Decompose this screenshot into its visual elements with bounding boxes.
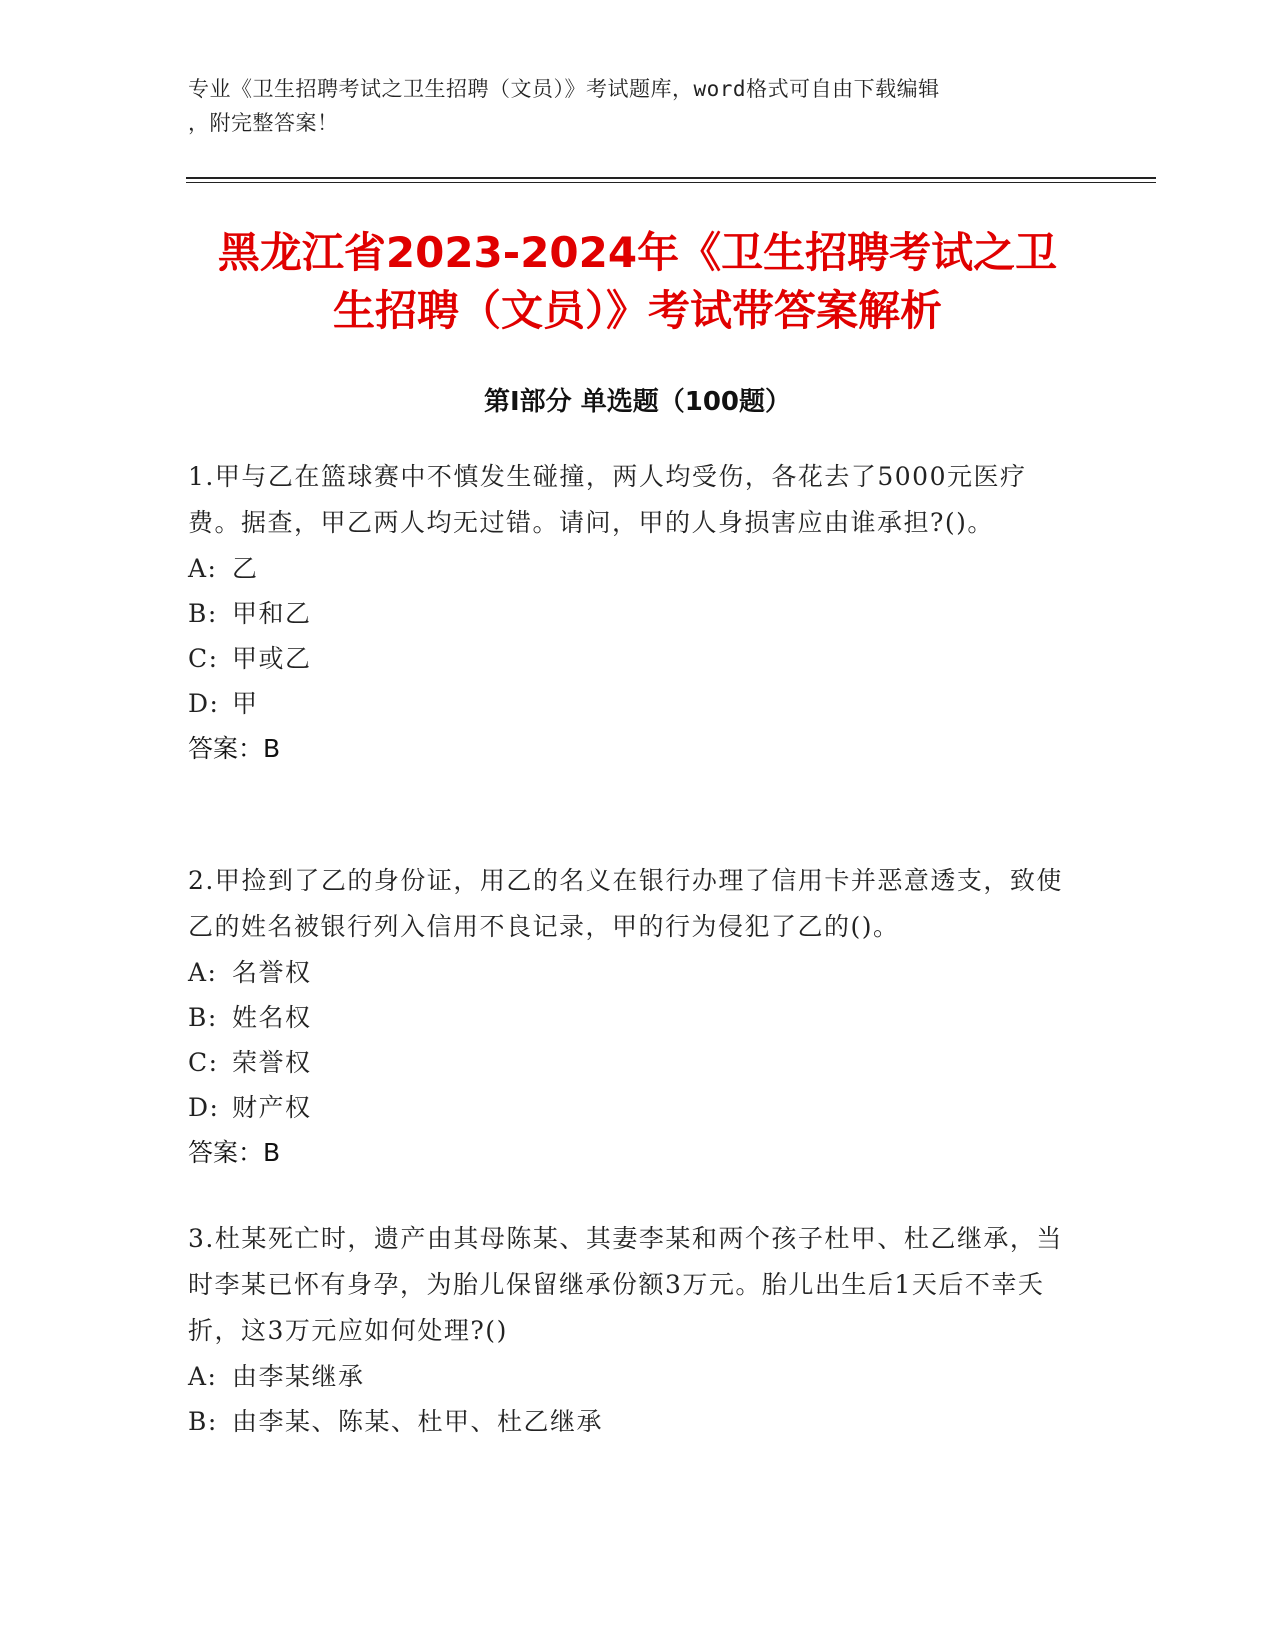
question-2 [188,858,1068,1175]
option-value: 乙 [232,554,259,583]
header-note [188,72,1068,140]
question-3 [188,1216,1068,1444]
question-option-a [188,546,1068,591]
option-key: B: [188,1003,218,1032]
question-option-d [188,681,1068,726]
question-option-a [188,950,1068,995]
option-key: A: [188,1362,218,1391]
option-key: C: [188,644,219,673]
option-key: C: [188,1048,219,1077]
question-option-c [188,1040,1068,1085]
option-value: 甲或乙 [232,644,312,673]
question-1 [188,454,1068,771]
document-title [150,224,1125,340]
header-note-line-2: ，附完整答案！ [188,111,339,135]
question-option-b [188,995,1068,1040]
question-option-b [188,591,1068,636]
document-title-line-2: 生招聘（文员）》考试带答案解析 [332,286,942,335]
option-value: 由李某、陈某、杜甲、杜乙继承 [232,1407,604,1436]
option-key: B: [188,1407,218,1436]
section-heading: 第I部分 单选题（100题） [484,387,791,417]
option-key: A: [188,958,218,987]
question-text: 3.杜某死亡时，遗产由其母陈某、其妻李某和两个孩子杜甲、杜乙继承，当时李某已怀有身孕，为胎儿保留继承份额3万元。胎儿出生后1天后不幸夭折，这3万元应如何处理?() [188,1224,1063,1345]
header-divider-thin [186,182,1156,183]
header-divider-thick [186,177,1156,179]
option-key: D: [188,689,220,718]
header-note-line-1: 专业《卫生招聘考试之卫生招聘（文员）》考试题库，word格式可自由下载编辑 [188,77,940,101]
option-key: D: [188,1093,220,1122]
question-option-a [188,1354,1068,1399]
question-option-d [188,1085,1068,1130]
option-key: A: [188,554,218,583]
question-answer: 答案：B [188,1138,281,1167]
document-title-line-1: 黑龙江省2023-2024年《卫生招聘考试之卫 [217,228,1058,277]
question-option-b [188,1399,1068,1444]
option-value: 由李某继承 [232,1362,365,1391]
question-option-c [188,636,1068,681]
option-value: 财产权 [232,1093,312,1122]
option-value: 荣誉权 [232,1048,312,1077]
question-answer: 答案：B [188,734,281,763]
option-value: 名誉权 [232,958,312,987]
option-value: 甲 [232,689,259,718]
option-value: 姓名权 [232,1003,312,1032]
question-text: 1.甲与乙在篮球赛中不慎发生碰撞，两人均受伤，各花去了5000元医疗费。据查，甲乙两人均无过错。请问，甲的人身损害应由谁承担?()。 [188,462,1027,537]
question-text: 2.甲捡到了乙的身份证，用乙的名义在银行办理了信用卡并恶意透支，致使乙的姓名被银行列入信用不良记录，甲的行为侵犯了乙的()。 [188,866,1063,941]
option-key: B: [188,599,218,628]
option-value: 甲和乙 [232,599,312,628]
